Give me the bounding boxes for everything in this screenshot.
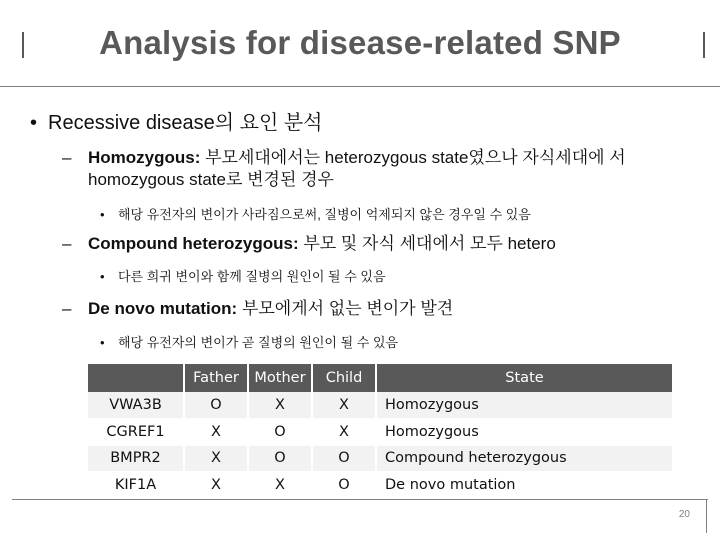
denovo-label: De novo mutation: (88, 299, 238, 318)
header-mother: Mother (248, 364, 312, 392)
footer-tick (706, 499, 707, 533)
table-row (88, 392, 672, 419)
header-gene (88, 364, 184, 392)
child-cell: O (312, 472, 376, 499)
gene-cell: KIF1A (88, 472, 184, 499)
mother-cell: O (248, 419, 312, 446)
denovo-sub-bullet (100, 332, 398, 351)
compound-sub-bullet (100, 266, 386, 285)
gene-cell: CGREF1 (88, 419, 184, 446)
header-child: Child (312, 364, 376, 392)
child-cell: O (312, 445, 376, 472)
state-cell: Compound heterozygous (376, 445, 672, 472)
compound-text: 부모 및 자식 세대에서 모두 hetero (298, 234, 556, 253)
footer-divider (12, 499, 708, 500)
state-cell: De novo mutation (376, 472, 672, 499)
bullet-dot-icon: • (100, 269, 105, 284)
mother-cell: O (248, 445, 312, 472)
denovo-bullet (62, 298, 702, 320)
main-bullet (30, 106, 322, 135)
homozygous-label: Homozygous: (88, 148, 201, 167)
table-row (88, 472, 672, 499)
dash-icon: – (62, 234, 72, 253)
child-cell: X (312, 392, 376, 419)
slide-title: Analysis for disease-related SNP (99, 24, 621, 61)
header-state: State (376, 364, 672, 392)
header-father: Father (184, 364, 248, 392)
mother-cell: X (248, 392, 312, 419)
bullet-dot-icon: • (100, 207, 105, 222)
main-bullet-text: Recessive disease의 요인 분석 (48, 112, 323, 134)
gene-cell: VWA3B (88, 392, 184, 419)
table-row (88, 445, 672, 472)
state-cell: Homozygous (376, 392, 672, 419)
father-cell: O (184, 392, 248, 419)
homozygous-sub-text: 해당 유전자의 변이가 사라짐으로써, 질병이 억제되지 않은 경우일 수 있음 (118, 207, 531, 222)
table-row (88, 419, 672, 446)
snp-table (88, 364, 672, 499)
title-bar (0, 0, 720, 88)
table-header-row (88, 364, 672, 392)
title-divider (0, 86, 720, 87)
bullet-dot-icon: • (30, 112, 38, 134)
father-cell: X (184, 419, 248, 446)
title-right-tick (703, 32, 705, 58)
gene-cell: BMPR2 (88, 445, 184, 472)
child-cell: X (312, 419, 376, 446)
denovo-sub-text: 해당 유전자의 변이가 곧 질병의 원인이 될 수 있음 (118, 335, 399, 350)
father-cell: X (184, 445, 248, 472)
homozygous-bullet (62, 147, 702, 191)
homozygous-text: 부모세대에서는 heterozygous state였으나 자식세대에 서 homozygous state로 변경된 경우 (88, 148, 626, 189)
homozygous-sub-bullet (100, 204, 531, 223)
dash-icon: – (62, 299, 72, 318)
father-cell: X (184, 472, 248, 499)
compound-bullet (62, 233, 702, 255)
compound-label: Compound heterozygous: (88, 234, 299, 253)
denovo-text: 부모에게서 없는 변이가 발견 (237, 299, 454, 318)
page-number: 20 (678, 509, 690, 520)
state-cell: Homozygous (376, 419, 672, 446)
bullet-dot-icon: • (100, 335, 105, 350)
compound-sub-text: 다른 희귀 변이와 함께 질병의 원인이 될 수 있음 (118, 269, 386, 284)
mother-cell: X (248, 472, 312, 499)
dash-icon: – (62, 148, 72, 167)
